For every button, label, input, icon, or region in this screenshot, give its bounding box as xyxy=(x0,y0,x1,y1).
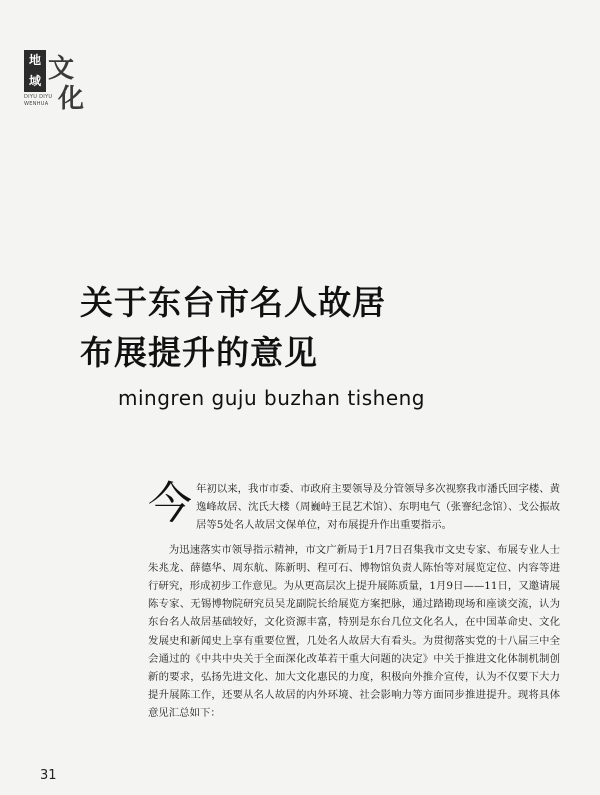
section-logo-box xyxy=(24,50,46,92)
article-title-pinyin: mingren guju buzhan tisheng xyxy=(118,386,425,410)
logo-box-char-1: 地 xyxy=(28,53,41,67)
body-paragraph-1: 年初以来，我市市委、市政府主要领导及分管领导多次视察我市潘氏回字楼、黄逸峰故居、沈氏大楼（周巍峙王昆艺术馆）、东明电气（张謇纪念馆）、戈公振故居等5处名人故居文保单位，对布展提升作出重要指示。 xyxy=(196,483,560,532)
article-title-line-2: 布展提升的意见 xyxy=(80,333,318,372)
page-number: 31 xyxy=(40,768,57,783)
logo-pinyin-line-1: DIYU DIYU xyxy=(24,94,53,100)
logo-pinyin-line-2: WENHUA xyxy=(24,101,49,107)
logo-big-char-2: 化 xyxy=(58,84,85,114)
drop-cap: 今 xyxy=(148,478,192,529)
article-title xyxy=(80,278,560,378)
logo-box-char-2: 域 xyxy=(28,74,41,88)
logo-big-char-1: 文 xyxy=(48,54,75,84)
section-logo-pinyin xyxy=(24,94,54,108)
article-title-line-1: 关于东台市名人故居 xyxy=(80,283,386,322)
article-body xyxy=(148,480,560,723)
body-paragraph-2: 为迅速落实市领导指示精神，市文广新局于1月7日召集我市文史专家、布展专业人士朱兆龙、薛德华、周东航、陈新明、程可石、博物馆负责人陈怡等对展览定位、内容等进行研究，形成初步工作意见。为从更高层次上提升展陈质量，1月9日——11日，又邀请展陈专家、无锡博物院研究员吴龙副院长给展览方案把脉，通过踏勘现场和座谈交流，认为东台名人故居基础较好，文化资源丰富，特别是东台几位文化名人，在中国革命史、文化发展史和新闻史上享有重要位置，几处名人故居大有看头。为贯彻落实党的十八届三中全会通过的《中共中央关于全面深化改革若干重大问题的决定》中关于推进文化体制机制创新的要求，弘扬先进文化、加大文化惠民的力度，积极向外推介宣传，认为不仅要下大力提升展陈工作，还要从名人故居的内外环境、社会影响力等方面同步推进提升。现将具体意见汇总如下： xyxy=(148,543,560,720)
section-logo xyxy=(24,50,84,125)
